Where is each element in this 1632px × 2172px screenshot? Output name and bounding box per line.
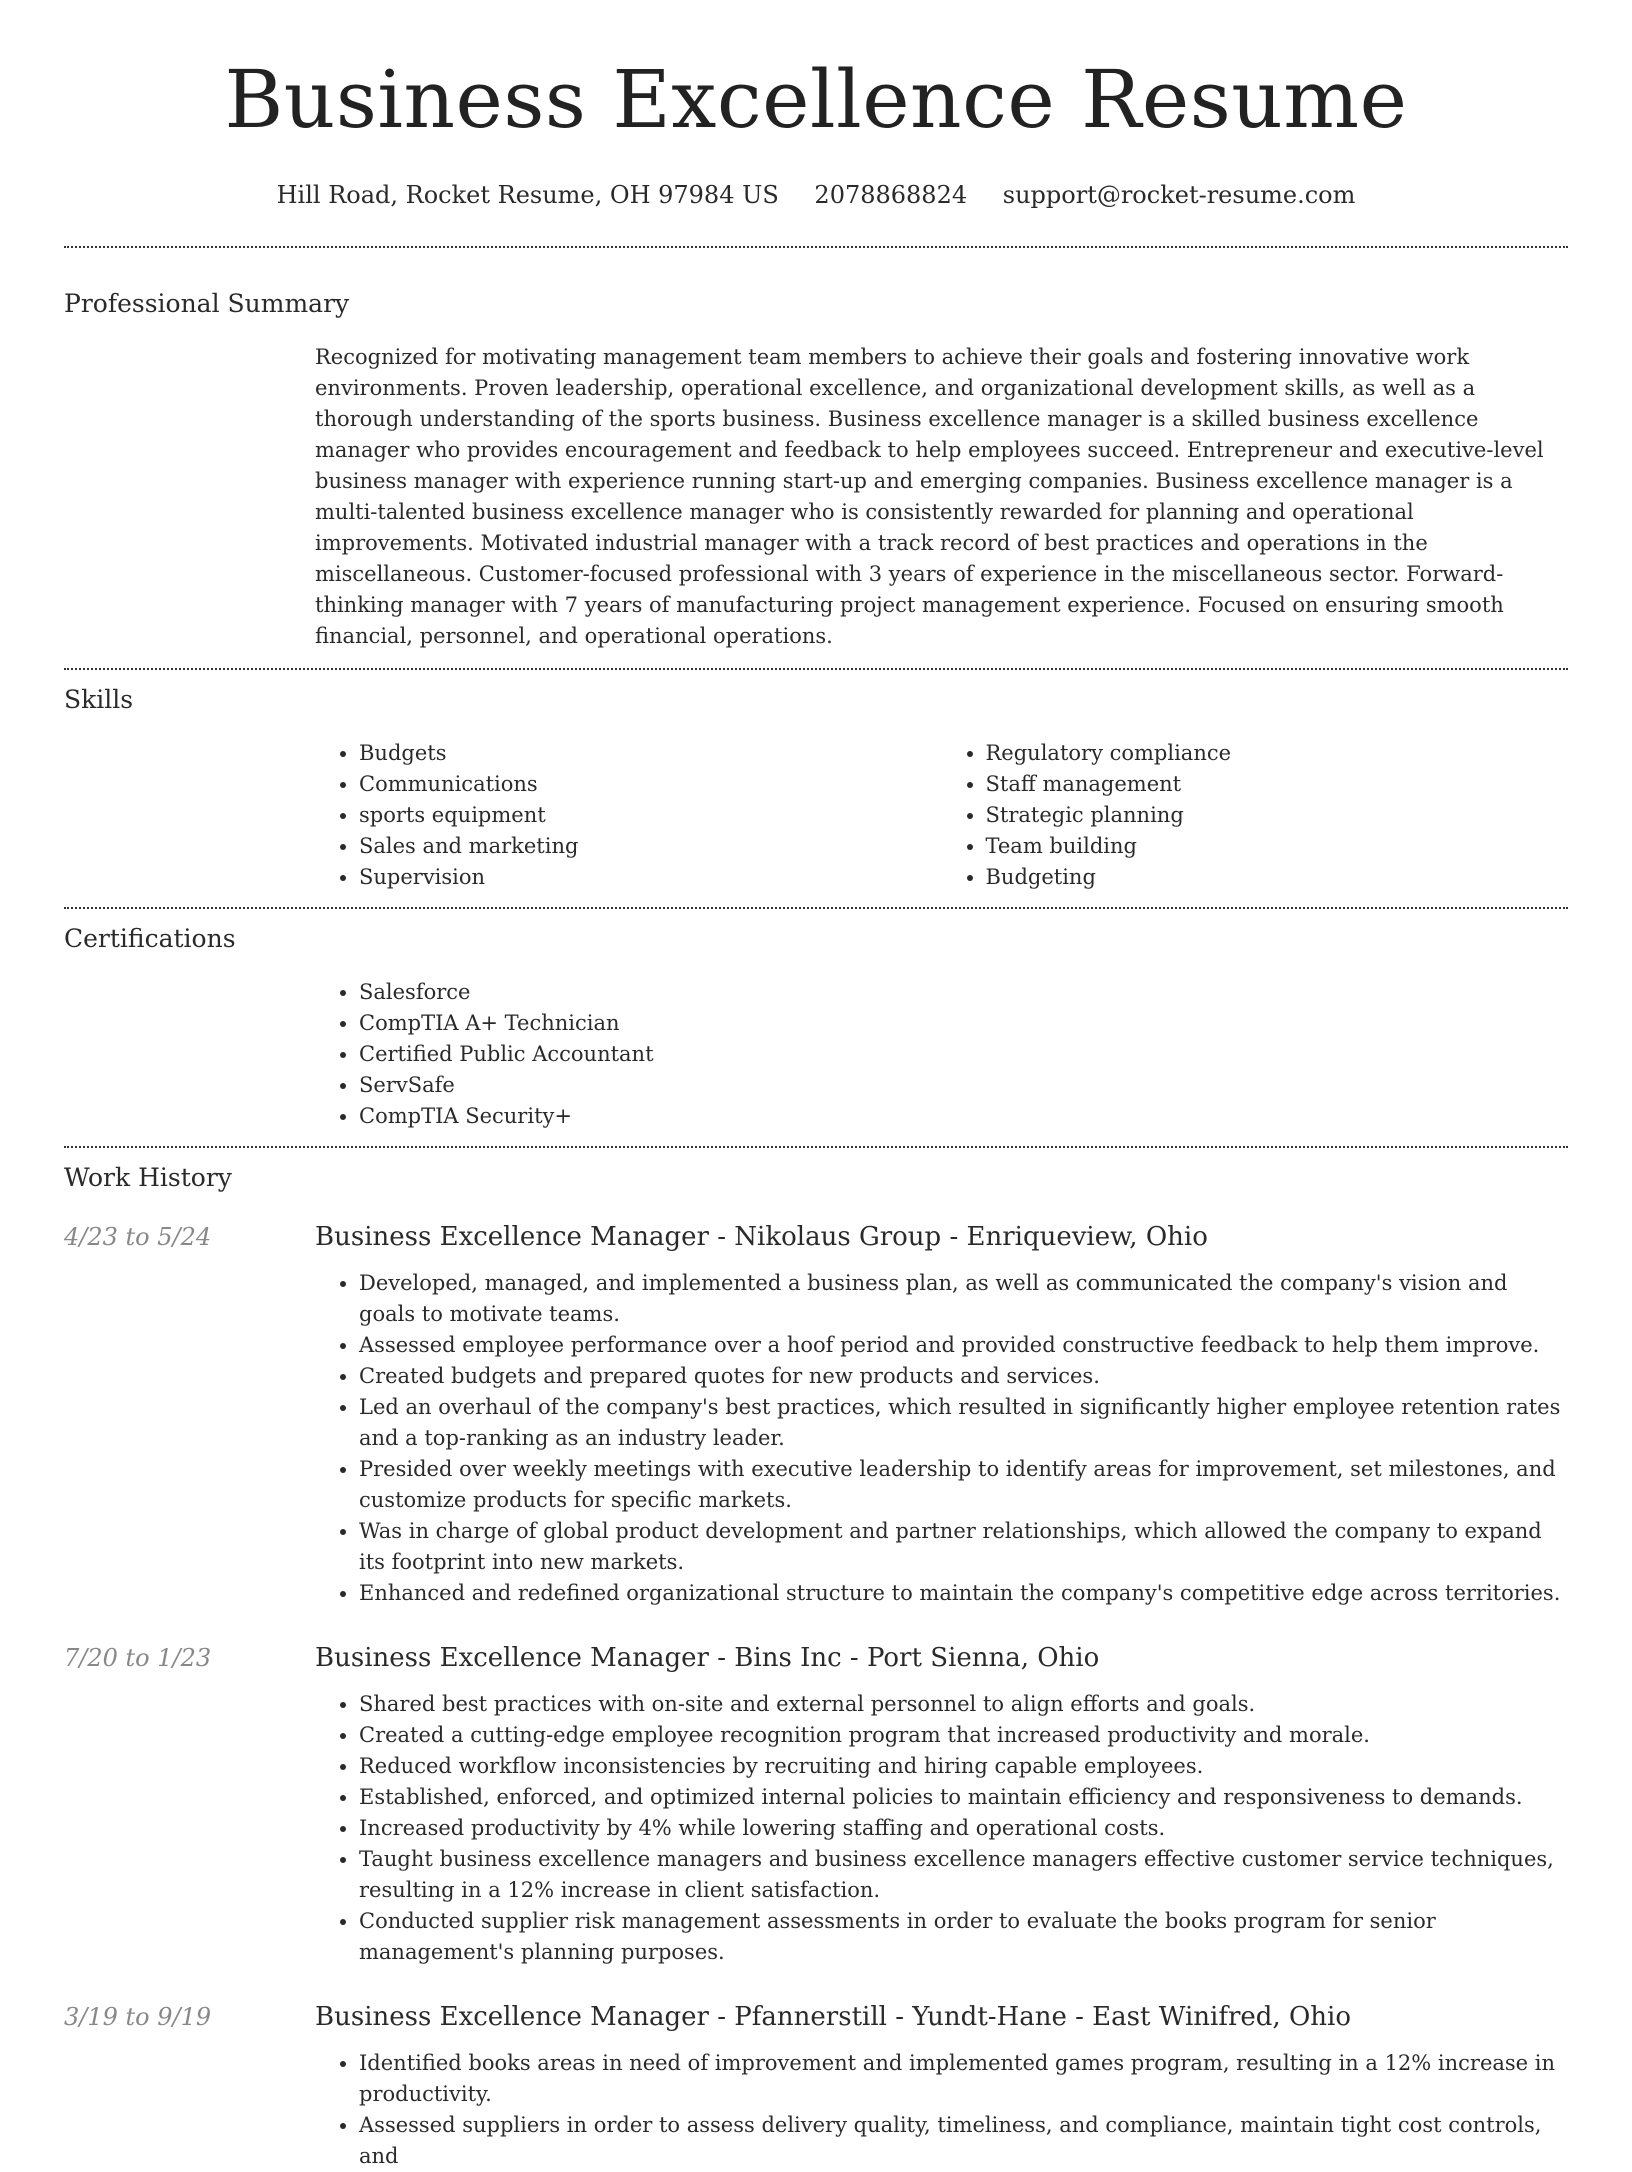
skills-list-right xyxy=(942,738,1569,893)
job-bullet: • Established, enforced, and optimized internal policies to maintain efficiency and responsiveness to demands. xyxy=(359,1782,1568,1813)
job-bullet: • Assessed employee performance over a hoof period and provided constructive feedback to help them improve. xyxy=(359,1330,1568,1361)
skill-item: • Supervision xyxy=(359,862,942,893)
section-divider xyxy=(64,246,1568,248)
job-title: Business Excellence Manager - Nikolaus Group - Enriqueview, Ohio xyxy=(315,1222,1208,1252)
skill-item: • Budgets xyxy=(359,738,942,769)
skill-item: • Staff management xyxy=(986,769,1569,800)
certifications-list-wrap xyxy=(315,977,1568,1132)
job-dates: 4/23 to 5/24 xyxy=(64,1223,212,1251)
certification-item: • Salesforce xyxy=(359,977,1568,1008)
job-bullet: • Increased productivity by 4% while lowering staffing and operational costs. xyxy=(359,1813,1568,1844)
job-entry xyxy=(64,1641,1568,1968)
summary-text: Recognized for motivating management team members to achieve their goals and fostering innovative work environments. Proven leadership, operational excellence, and organizational development skills, as well as a thorough understanding of the sports business. Business excellence manager is a skilled business excellence manager who provides encouragement and feedback to help employees succeed. Entrepreneur and executive-level business manager with experience running start-up and emerging companies. Business excellence manager is a multi-talented business excellence manager who is consistently rewarded for planning and operational improvements. Motivated industrial manager with a track record of best practices and operations in the miscellaneous. Customer-focused professional with 3 years of experience in the miscellaneous sector. Forward-thinking manager with 7 years of manufacturing project management experience. Focused on ensuring smooth financial, personnel, and operational operations. xyxy=(315,345,1544,648)
skill-item: • Team building xyxy=(986,831,1569,862)
section-divider xyxy=(64,1146,1568,1148)
job-bullet: • Created budgets and prepared quotes for new products and services. xyxy=(359,1361,1568,1392)
skills-section xyxy=(64,684,1568,909)
job-bullet: • Created a cutting-edge employee recognition program that increased productivity and morale. xyxy=(359,1720,1568,1751)
job-entry xyxy=(64,2000,1568,2172)
skill-item: • Sales and marketing xyxy=(359,831,942,862)
skill-item: • Budgeting xyxy=(986,862,1569,893)
job-title: Business Excellence Manager - Bins Inc - Port Sienna, Ohio xyxy=(315,1643,1100,1673)
certification-item: • CompTIA A+ Technician xyxy=(359,1008,1568,1039)
skill-item: • Communications xyxy=(359,769,942,800)
contact-phone: 2078868824 xyxy=(814,181,968,209)
section-title-work: Work History xyxy=(64,1163,232,1192)
work-history-section xyxy=(64,1162,1568,2172)
skills-grid xyxy=(315,738,1568,893)
job-body xyxy=(315,1641,1568,1968)
job-body xyxy=(315,2000,1568,2172)
job-bullet: • Identified books areas in need of improvement and implemented games program, resulting in a 12% increase in productivity. xyxy=(359,2048,1568,2110)
job-bullet: • Presided over weekly meetings with executive leadership to identify areas for improvement, set milestones, and customize products for specific markets. xyxy=(359,1454,1568,1516)
job-bullet: • Enhanced and redefined organizational structure to maintain the company's competitive edge across territories. xyxy=(359,1578,1568,1609)
section-divider xyxy=(64,907,1568,909)
certifications-list xyxy=(315,977,1568,1132)
professional-summary-section xyxy=(64,288,1568,670)
job-body xyxy=(315,1220,1568,1609)
job-title: Business Excellence Manager - Pfannerstill - Yundt-Hane - East Winifred, Ohio xyxy=(315,2002,1351,2032)
certification-item: • Certified Public Accountant xyxy=(359,1039,1568,1070)
job-bullets xyxy=(315,2048,1568,2172)
job-bullet: • Reduced workflow inconsistencies by recruiting and hiring capable employees. xyxy=(359,1751,1568,1782)
section-title-certifications: Certifications xyxy=(64,924,236,953)
job-bullets xyxy=(315,1268,1568,1609)
section-divider xyxy=(64,668,1568,670)
resume-page xyxy=(64,0,1568,2172)
section-title-summary: Professional Summary xyxy=(64,289,350,318)
job-bullets xyxy=(315,1689,1568,1968)
job-bullet: • Assessed suppliers in order to assess delivery quality, timeliness, and compliance, maintain tight cost controls, and xyxy=(359,2110,1568,2172)
certifications-section xyxy=(64,923,1568,1148)
certification-item: • CompTIA Security+ xyxy=(359,1101,1568,1132)
job-dates: 7/20 to 1/23 xyxy=(64,1644,212,1672)
job-bullet: • Was in charge of global product development and partner relationships, which allowed the company to expand its footprint into new markets. xyxy=(359,1516,1568,1578)
job-bullet: • Taught business excellence managers and business excellence managers effective customer service techniques, resulting in a 12% increase in client satisfaction. xyxy=(359,1844,1568,1906)
job-dates: 3/19 to 9/19 xyxy=(64,2003,212,2031)
job-bullet: • Shared best practices with on-site and external personnel to align efforts and goals. xyxy=(359,1689,1568,1720)
skill-item: • sports equipment xyxy=(359,800,942,831)
contact-address: Hill Road, Rocket Resume, OH 97984 US xyxy=(276,181,779,209)
skill-item: • Strategic planning xyxy=(986,800,1569,831)
skill-item: • Regulatory compliance xyxy=(986,738,1569,769)
job-entry xyxy=(64,1220,1568,1609)
contact-line xyxy=(64,180,1568,210)
job-bullet: • Developed, managed, and implemented a business plan, as well as communicated the company's vision and goals to motivate teams. xyxy=(359,1268,1568,1330)
job-bullet: • Led an overhaul of the company's best practices, which resulted in significantly higher employee retention rates and a top-ranking as an industry leader. xyxy=(359,1392,1568,1454)
skills-list-left xyxy=(315,738,942,893)
contact-email: support@rocket-resume.com xyxy=(1002,181,1356,209)
resume-title: Business Excellence Resume xyxy=(224,53,1408,146)
job-bullet: • Conducted supplier risk management assessments in order to evaluate the books program for senior management's planning purposes. xyxy=(359,1906,1568,1968)
section-title-skills: Skills xyxy=(64,685,134,714)
certification-item: • ServSafe xyxy=(359,1070,1568,1101)
